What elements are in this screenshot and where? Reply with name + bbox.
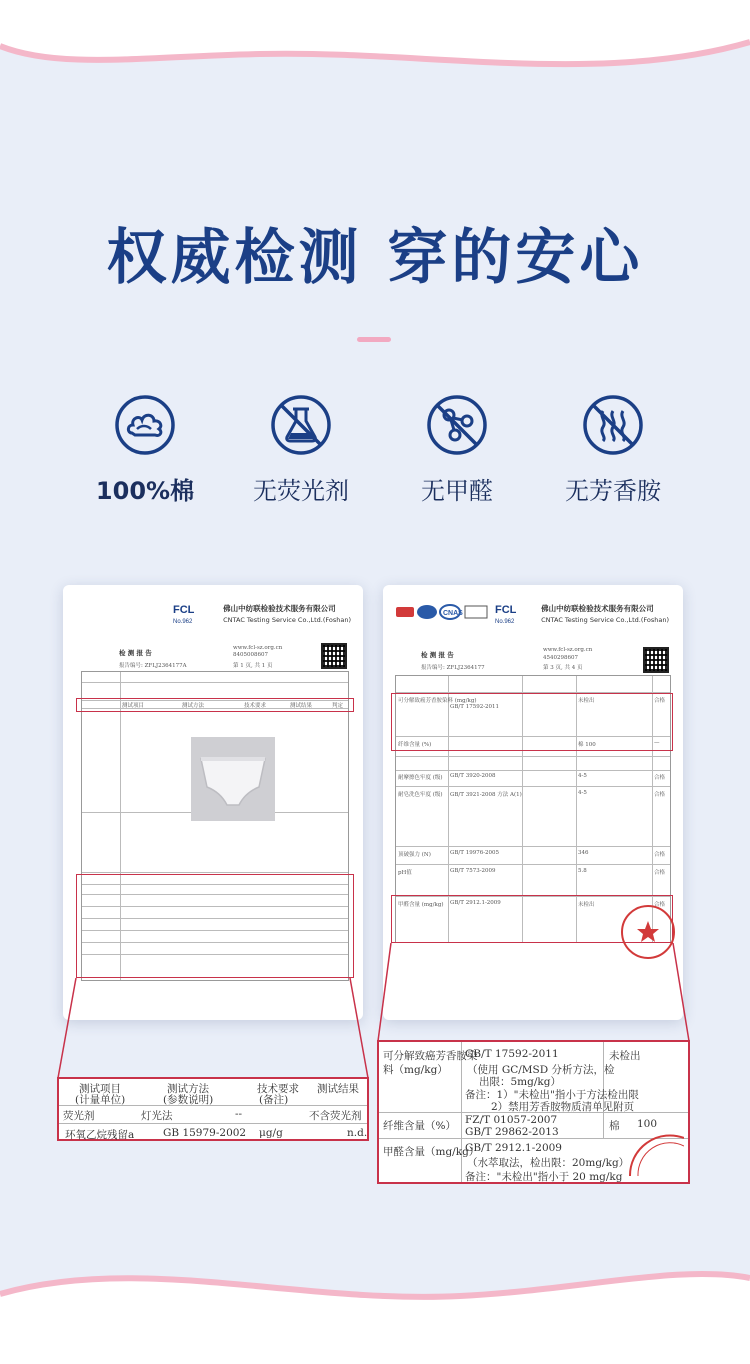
unit-ug-g: μg/g [259, 1127, 283, 1139]
fiber-percent: 100 [637, 1118, 658, 1130]
row-method: GB/T 3920-2008 [450, 773, 496, 779]
underwear-sample-image [191, 737, 275, 821]
row-verdict: 合格 [654, 902, 666, 908]
report-title: 检 测 报 告 [421, 651, 454, 659]
svg-text:FCL: FCL [495, 604, 517, 616]
feature-label: 无甲醛 [421, 477, 493, 505]
svg-text:No.962: No.962 [173, 619, 193, 625]
row-item: 顶破强力 (N) [398, 852, 431, 858]
report-title: 检 测 报 告 [119, 649, 152, 657]
remark-1: 备注：1）"未检出"指小于方法检出限 [465, 1089, 639, 1101]
row-method: GB/T 17592-2011 [450, 704, 500, 710]
method-fzt01057: FZ/T 01057-2007 [465, 1114, 558, 1126]
row-item: 可分解致癌芳香胺染料 (mg/kg) [398, 698, 477, 704]
row-verdict: 合格 [654, 852, 666, 858]
feature-label: 100%棉 [95, 477, 195, 505]
row-result: 未检出 [578, 698, 595, 704]
official-seal [621, 905, 675, 959]
feature-no-formaldehyde [377, 393, 537, 506]
column-header: 测试方法 [182, 703, 205, 709]
header-param: (参数说明) [163, 1094, 214, 1106]
lab-name-en: CNTAC Testing Service Co.,Ltd.(Foshan) [541, 616, 669, 624]
left-zoom-detail [57, 1077, 369, 1141]
method-gcmsd: （使用 GC/MSD 分析方法，检 [467, 1064, 615, 1076]
row-result: 棉 100 [578, 742, 596, 748]
report-number: 报告编号: ZFLJ2364177A [119, 663, 187, 669]
row-item: 纤维含量 (%) [398, 742, 432, 748]
row-verdict: 合格 [654, 775, 666, 781]
report-page: 第 1 页, 共 1 页 [233, 663, 273, 669]
item-fiber-content: 纤维含量（%） [383, 1120, 456, 1132]
header-remark: (备注) [259, 1094, 289, 1106]
method-light: 灯光法 [141, 1110, 173, 1122]
row-verdict: 合格 [654, 698, 666, 704]
left-test-report [63, 585, 363, 1020]
feature-no-fluorescent [221, 393, 381, 506]
right-zoom-detail [377, 1040, 690, 1184]
result-nd: n.d. [347, 1127, 368, 1139]
fiber-cotton: 棉 [609, 1120, 620, 1132]
row-verdict: 合格 [654, 792, 666, 798]
column-header: 测试项目 [122, 703, 145, 709]
lab-name-en: CNTAC Testing Service Co.,Ltd.(Foshan) [223, 616, 351, 624]
svg-text:CNAS: CNAS [443, 610, 463, 617]
row-result: 5.8 [578, 868, 587, 874]
highlight-frame [391, 693, 673, 751]
star-icon [623, 907, 673, 957]
column-header: 测试结果 [290, 703, 313, 709]
feature-label: 无芳香胺 [565, 477, 661, 505]
row-result: 未检出 [578, 902, 595, 908]
fcl-logo [493, 599, 527, 627]
lab-name-cn: 佛山中纺联检验技术服务有限公司 [541, 604, 654, 613]
row-verdict: 合格 [654, 870, 666, 876]
highlight-frame [76, 874, 354, 978]
row-method: GB/T 3921-2008 方法 A(1) [450, 792, 522, 798]
header-result: 测试结果 [317, 1083, 359, 1095]
feature-label: 无荧光剂 [253, 477, 349, 505]
header-test-item: 测试项目 [79, 1083, 121, 1095]
lab-name [541, 603, 669, 624]
item-fluorescent: 荧光剂 [63, 1110, 95, 1122]
bottom-wave-decoration [0, 1234, 750, 1364]
header-requirement: 技术要求 [257, 1083, 299, 1095]
report-phone: 4540298607 [543, 655, 578, 661]
highlight-frame [76, 698, 354, 712]
remark-formaldehyde: 备注："未检出"指小于 20 mg/kg [465, 1171, 623, 1183]
method-detection-limit: 出限：5mg/kg） [479, 1076, 561, 1088]
item-aromatic-amine-unit: 料（mg/kg） [383, 1064, 448, 1076]
svg-text:No.962: No.962 [495, 619, 515, 625]
qr-code [643, 647, 669, 673]
remark-2: 2）禁用芳香胺物质清单见附页 [491, 1101, 635, 1113]
row-item: 耐皂洗色牢度 (级) [398, 792, 443, 798]
lab-name [223, 603, 351, 624]
svg-text:FCL: FCL [173, 604, 195, 616]
top-wave-decoration [0, 0, 750, 110]
row-result: 4-5 [578, 773, 587, 779]
item-aromatic-amine: 可分解致癌芳香胺染 [383, 1050, 478, 1062]
report-website: www.fcl-sz.org.cn [233, 645, 283, 651]
right-test-report [383, 585, 683, 1020]
accreditation-logos [395, 601, 495, 625]
official-seal-fragment [626, 1130, 684, 1176]
method-water-extraction: （水萃取法，检出限：20mg/kg） [467, 1157, 630, 1169]
row-method: GB/T 7573-2009 [450, 868, 496, 874]
sample-photo [191, 737, 275, 821]
report-phone: 8405008607 [233, 652, 268, 658]
row-item: 耐摩擦色牢度 (级) [398, 775, 443, 781]
no-aromatic-amine-icon [581, 393, 645, 457]
qr-code [321, 643, 347, 669]
cotton-icon [113, 393, 177, 457]
column-header: 技术要求 [244, 703, 267, 709]
report-page: 第 3 页, 共 4 页 [543, 665, 583, 671]
headline-underline [357, 337, 391, 342]
feature-row [0, 393, 750, 503]
row-item: pH值 [398, 870, 412, 876]
result-no-fluorescent: 不含荧光剂 [309, 1110, 362, 1122]
feature-cotton [65, 393, 225, 506]
page-headline: 权威检测 穿的安心 [106, 223, 644, 293]
row-result: 346 [578, 850, 589, 856]
method-gb17592: GB/T 17592-2011 [465, 1048, 559, 1060]
column-header: 判定 [332, 703, 344, 709]
feature-no-aromatic-amine [533, 393, 693, 506]
row-verdict: — [654, 740, 660, 746]
row-method: GB/T 19976-2005 [450, 850, 500, 856]
item-formaldehyde: 甲醛含量（mg/kg） [383, 1146, 480, 1158]
no-formaldehyde-icon [425, 393, 489, 457]
requirement-none: -- [235, 1108, 243, 1120]
item-ethylene-oxide: 环氧乙烷残留a [65, 1129, 135, 1141]
row-result: 4-5 [578, 790, 587, 796]
method-gbt29862: GB/T 29862-2013 [465, 1126, 559, 1138]
method-gbt2912: GB/T 2912.1-2009 [465, 1142, 562, 1154]
fcl-logo [171, 599, 205, 627]
header-test-method: 测试方法 [167, 1083, 209, 1095]
no-fluorescent-icon [269, 393, 333, 457]
header-unit: (计量单位) [75, 1094, 126, 1106]
result-not-detected: 未检出 [609, 1050, 641, 1062]
report-number: 报告编号: ZFLJ2364177 [421, 665, 485, 671]
row-item: 甲醛含量 (mg/kg) [398, 902, 444, 908]
lab-name-cn: 佛山中纺联检验技术服务有限公司 [223, 604, 336, 613]
method-gb15979: GB 15979-2002 [163, 1127, 247, 1139]
row-method: GB/T 2912.1-2009 [450, 900, 501, 906]
report-website: www.fcl-sz.org.cn [543, 647, 593, 653]
